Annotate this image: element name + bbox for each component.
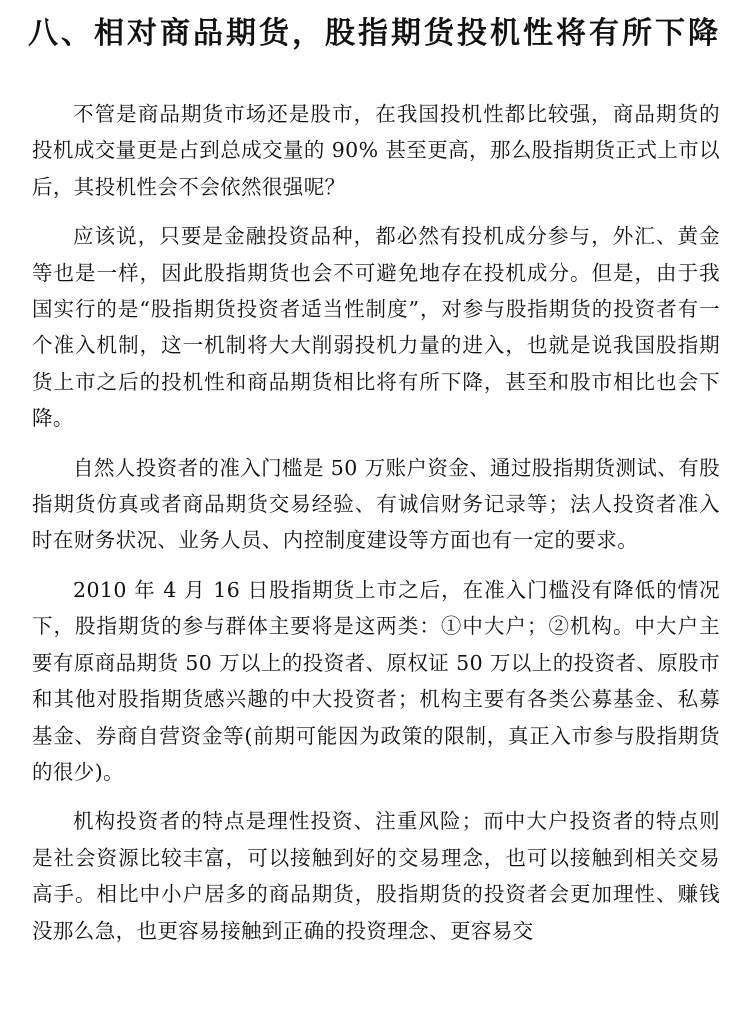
paragraph-2: 应该说，只要是金融投资品种，都必然有投机成分参与，外汇、黄金等也是一样，因此股指期货也会不可避免地存在投机成分。但是，由于我国实行的是“股指期货投资者适当性制度”，对参与股指期货的投资者有一个准入机制，这一机制将大大削弱投机力量的进入，也就是说我国股指期货上市之后的投机性和商品期货相比将有所下降，甚至和股市相比也会下降。 [32,224,720,431]
paragraph-5: 机构投资者的特点是理性投资、注重风险；而中大户投资者的特点则是社会资源比较丰富，可以接触到好的交易理念，也可以接触到相关交易高手。相比中小户居多的商品期货，股指期货的投资者会更加理性、赚钱没那么急，也更容易接触到正确的投资理念、更容易交 [32,809,720,943]
paragraph-3: 自然人投资者的准入门槛是 50 万账户资金、通过股指期货测试、有股指期货仿真或者商品期货交易经验、有诚信财务记录等；法人投资者准入时在财务状况、业务人员、内控制度建设等方面也有一定的要求。 [32,455,720,553]
paragraph-1: 不管是商品期货市场还是股市，在我国投机性都比较强，商品期货的投机成交量更是占到总成交量的 90% 甚至更高，那么股指期货正式上市以后，其投机性会不会依然很强呢？ [32,102,720,199]
body-text [32,96,720,962]
paragraph-4: 2010 年 4 月 16 日股指期货上市之后，在准入门槛没有降低的情况下，股指期货的参与群体主要将是这两类：①中大户；②机构。中大户主要有原商品期货 50 万以上的投资者、原权证 50 万以上的投资者、原股市和其他对股指期货感兴趣的中大投资者；机构主要有各类公募基金、私募基金、券商自营资金等(前期可能因为政策的限制，真正入市参与股指期货的很少)。 [32,577,720,784]
section-heading: 八、相对商品期货，股指期货投机性将有所下降 [28,16,721,51]
